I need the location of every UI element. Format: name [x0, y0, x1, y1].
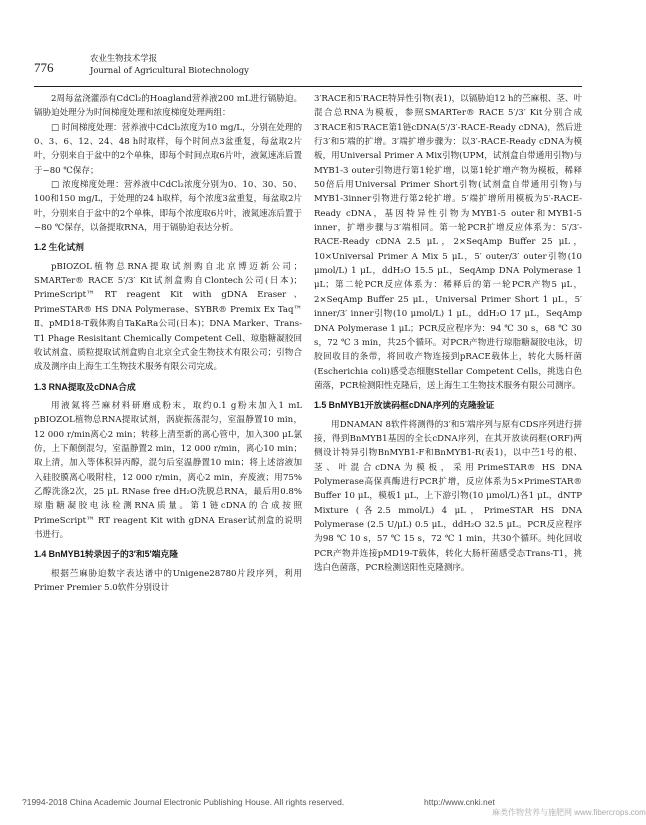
copyright-notice: ?1994-2018 China Academic Journal Electronic Publishing House. All rights reserved.: [22, 797, 345, 807]
journal-title-cn: 农业生物技术学报: [90, 53, 157, 63]
paragraph: 用液氮将苎麻材料研磨成粉末，取约0.1 g粉末加入1 mL pBIOZOL植物总RNA提取试剂，涡旋振荡混匀，室温静置10 min，12 000 r/min离心2 min；转移上清至新的离心管中，加入300 μL氯仿，上下颠倒混匀，室温静置2 min，12 000 r/min，离心10 min；取上清，加入等体积异丙醇，混匀后室温静置10 min；将上述溶液加入硅胶膜离心吸附柱，12 000 r/min，离心2 min，弃废液；用75%乙醇洗涤2次，25 μL RNase free dH₂O洗脱总RNA，最后用0.8%琼脂糖凝胶电泳检测RNA质量。第1链cDNA的合成按照PrimeScript™ RT reagent Kit with gDNA Eraser试剂盒的说明书进行。: [34, 400, 302, 540]
paragraph: pBIOZOL植物总RNA提取试剂购自北京博迈新公司；SMARTer® RACE 5′/3′ Kit试剂盒购自Clontech公司(日本)；PrimeScript™ RT reagent Kit with gDNA Eraser、PrimeSTAR® HS DNA Polymerase、SYBR® Premix Ex Taq™ Ⅱ、pMD18-T载体购自TaKaRa公司(日本)；DNA Marker、Trans-T1 Phage Resisitant Chemically Competent Cell、琼脂糖凝胶回收试剂盒、质粒提取试剂盒购自北京全式金生物技术有限公司；引物合成及测序由上海生工生物技术服务有限公司完成。: [34, 261, 302, 373]
section-heading: 1.5 BnMYB1开放读码框cDNA序列的克隆验证: [314, 400, 495, 411]
section-heading: 1.2 生化试剂: [34, 242, 84, 253]
paragraph: □ 时间梯度处理：营养液中CdCl₂浓度为10 mg/L，分别在处理的0、3、6、12、24、48 h时取样，每个时间点3盆重复，每盆取2片叶，分别来自于盆中的2个单株，即每个时间点取6片叶，液氮速冻后置于−80 ℃保存；: [34, 122, 302, 176]
header-rule: [34, 86, 582, 87]
paragraph: 根据苎麻胁迫数字表达谱中的Unigene28780片段序列，利用Primer Premier 5.0软件分别设计: [34, 568, 302, 593]
section-heading: 1.3 RNA提取及cDNA合成: [34, 381, 136, 392]
paragraph: □ 浓度梯度处理：营养液中CdCl₂浓度分别为0、10、30、50、100和150 mg/L，于处理的24 h取样，每个浓度3盆重复，每盆取2片叶，分别来自于盆中的2个单株，即每个浓度取6片叶，液氮速冻后置于−80 ℃保存，以备提取RNA，用于镉胁迫表达分析。: [34, 180, 302, 234]
watermark: 麻类作物营养与施肥网 www.fibercrops.com: [492, 808, 646, 817]
journal-title: [90, 52, 249, 76]
page-number: 776: [34, 60, 54, 75]
footer-url: http://www.cnki.net: [424, 797, 495, 807]
paragraph: 用DNAMAN 8软件将测得的3′和5′端序列与原有CDS序列进行拼接，得到BnMYB1基因的全长cDNA序列，在其开放读码框(ORF)两侧设计特异引物BnMYB1-F和BnMYB1-R(表1)，以中苎1号的根、茎、叶混合cDNA为模板，采用PrimeSTAR® HS DNA Polymerase高保真酶进行PCR扩增，反应体系为5×PrimeSTAR® Buffer 10 μL，模板1 μL，上下游引物(10 μmol/L)各1 μL，dNTP Mixture (各2.5 mmol/L) 4 μL，PrimeSTAR HS DNA Polymerase (2.5 U/μL) 0.5 μL，ddH₂O 32.5 μL。PCR反应程序为98 ℃ 10 s，57 ℃ 15 s，72 ℃ 1 min，共30个循环。纯化回收PCR产物并连接pMD19-T载体，转化大肠杆菌感受态Trans-T1，挑选白色菌落，PCR检测送阳性克隆测序。: [314, 419, 582, 573]
page-header: [34, 50, 582, 84]
section-heading: 1.4 BnMYB1转录因子的3′和5′端克隆: [34, 549, 179, 560]
right-column: [314, 92, 582, 575]
paragraph: 2周每盆浇灌添有CdCl₂的Hoagland营养液200 mL进行镉胁迫。镉胁迫处理分为时间梯度处理和浓度梯度处理两组：: [34, 94, 302, 119]
paragraph: 3′RACE和5′RACE特异性引物(表1)，以镉胁迫12 h的苎麻根、茎、叶混合总RNA为模板，参照SMARTer® RACE 5′/3′ Kit分别合成3′RACE和5′RACE第1链cDNA(5′/3′-RACE-Ready cDNA)，然后进行3′和5′端的扩增。3′端扩增步骤为：以3′-RACE-Ready cDNA为模板，用Universal Primer A Mix引物(UPM，试剂盒自带通用引物)与MYB1-3 outer引物进行第1轮扩增，以第1轮扩增产物为模板，稀释50倍后用Universal Primer Short引物(试剂盒自带通用引物)与MYB1-3inner引物进行第2轮扩增。5′端扩增所用模板为5′-RACE-Ready cDNA，基因特异性引物为MYB1-5 outer和MYB1-5 inner，扩增步骤与3′端相同。第一轮PCR扩增反应体系为：5′/3′-RACE-Ready cDNA 2.5 μL，2×SeqAmp Buffer 25 μL，10×Universal Primer A Mix 5 μL，5′ outer/3′ outer引物(10 μmol/L) 1 μL，ddH₂O 15.5 μL，SeqAmp DNA Polymerase 1 μL；第二轮PCR反应体系为：稀释后的第一轮PCR产物5 μL，2×SeqAmp Buffer 25 μL，Universal Primer Short 1 μL，5′ inner/3′ inner引物(10 μmol/L) 1 μL，ddH₂O 17 μL，SeqAmp DNA Polymerase 1 μL；PCR反应程序为：94 ℃ 30 s，68 ℃ 30 s，72 ℃ 3 min，共25个循环。对PCR产物进行琼脂糖凝胶电泳，切胶回收目的条带，将回收产物连接到pRACE载体上，转化大肠杆菌(Escherichia coli)感受态细胞Stellar Competent Cells，挑选白色菌落，PCR检测阳性克隆后，送上海生工生物技术服务有限公司测序。: [314, 94, 582, 391]
journal-title-en: Journal of Agricultural Biotechnology: [90, 65, 249, 75]
left-column: [34, 92, 302, 595]
